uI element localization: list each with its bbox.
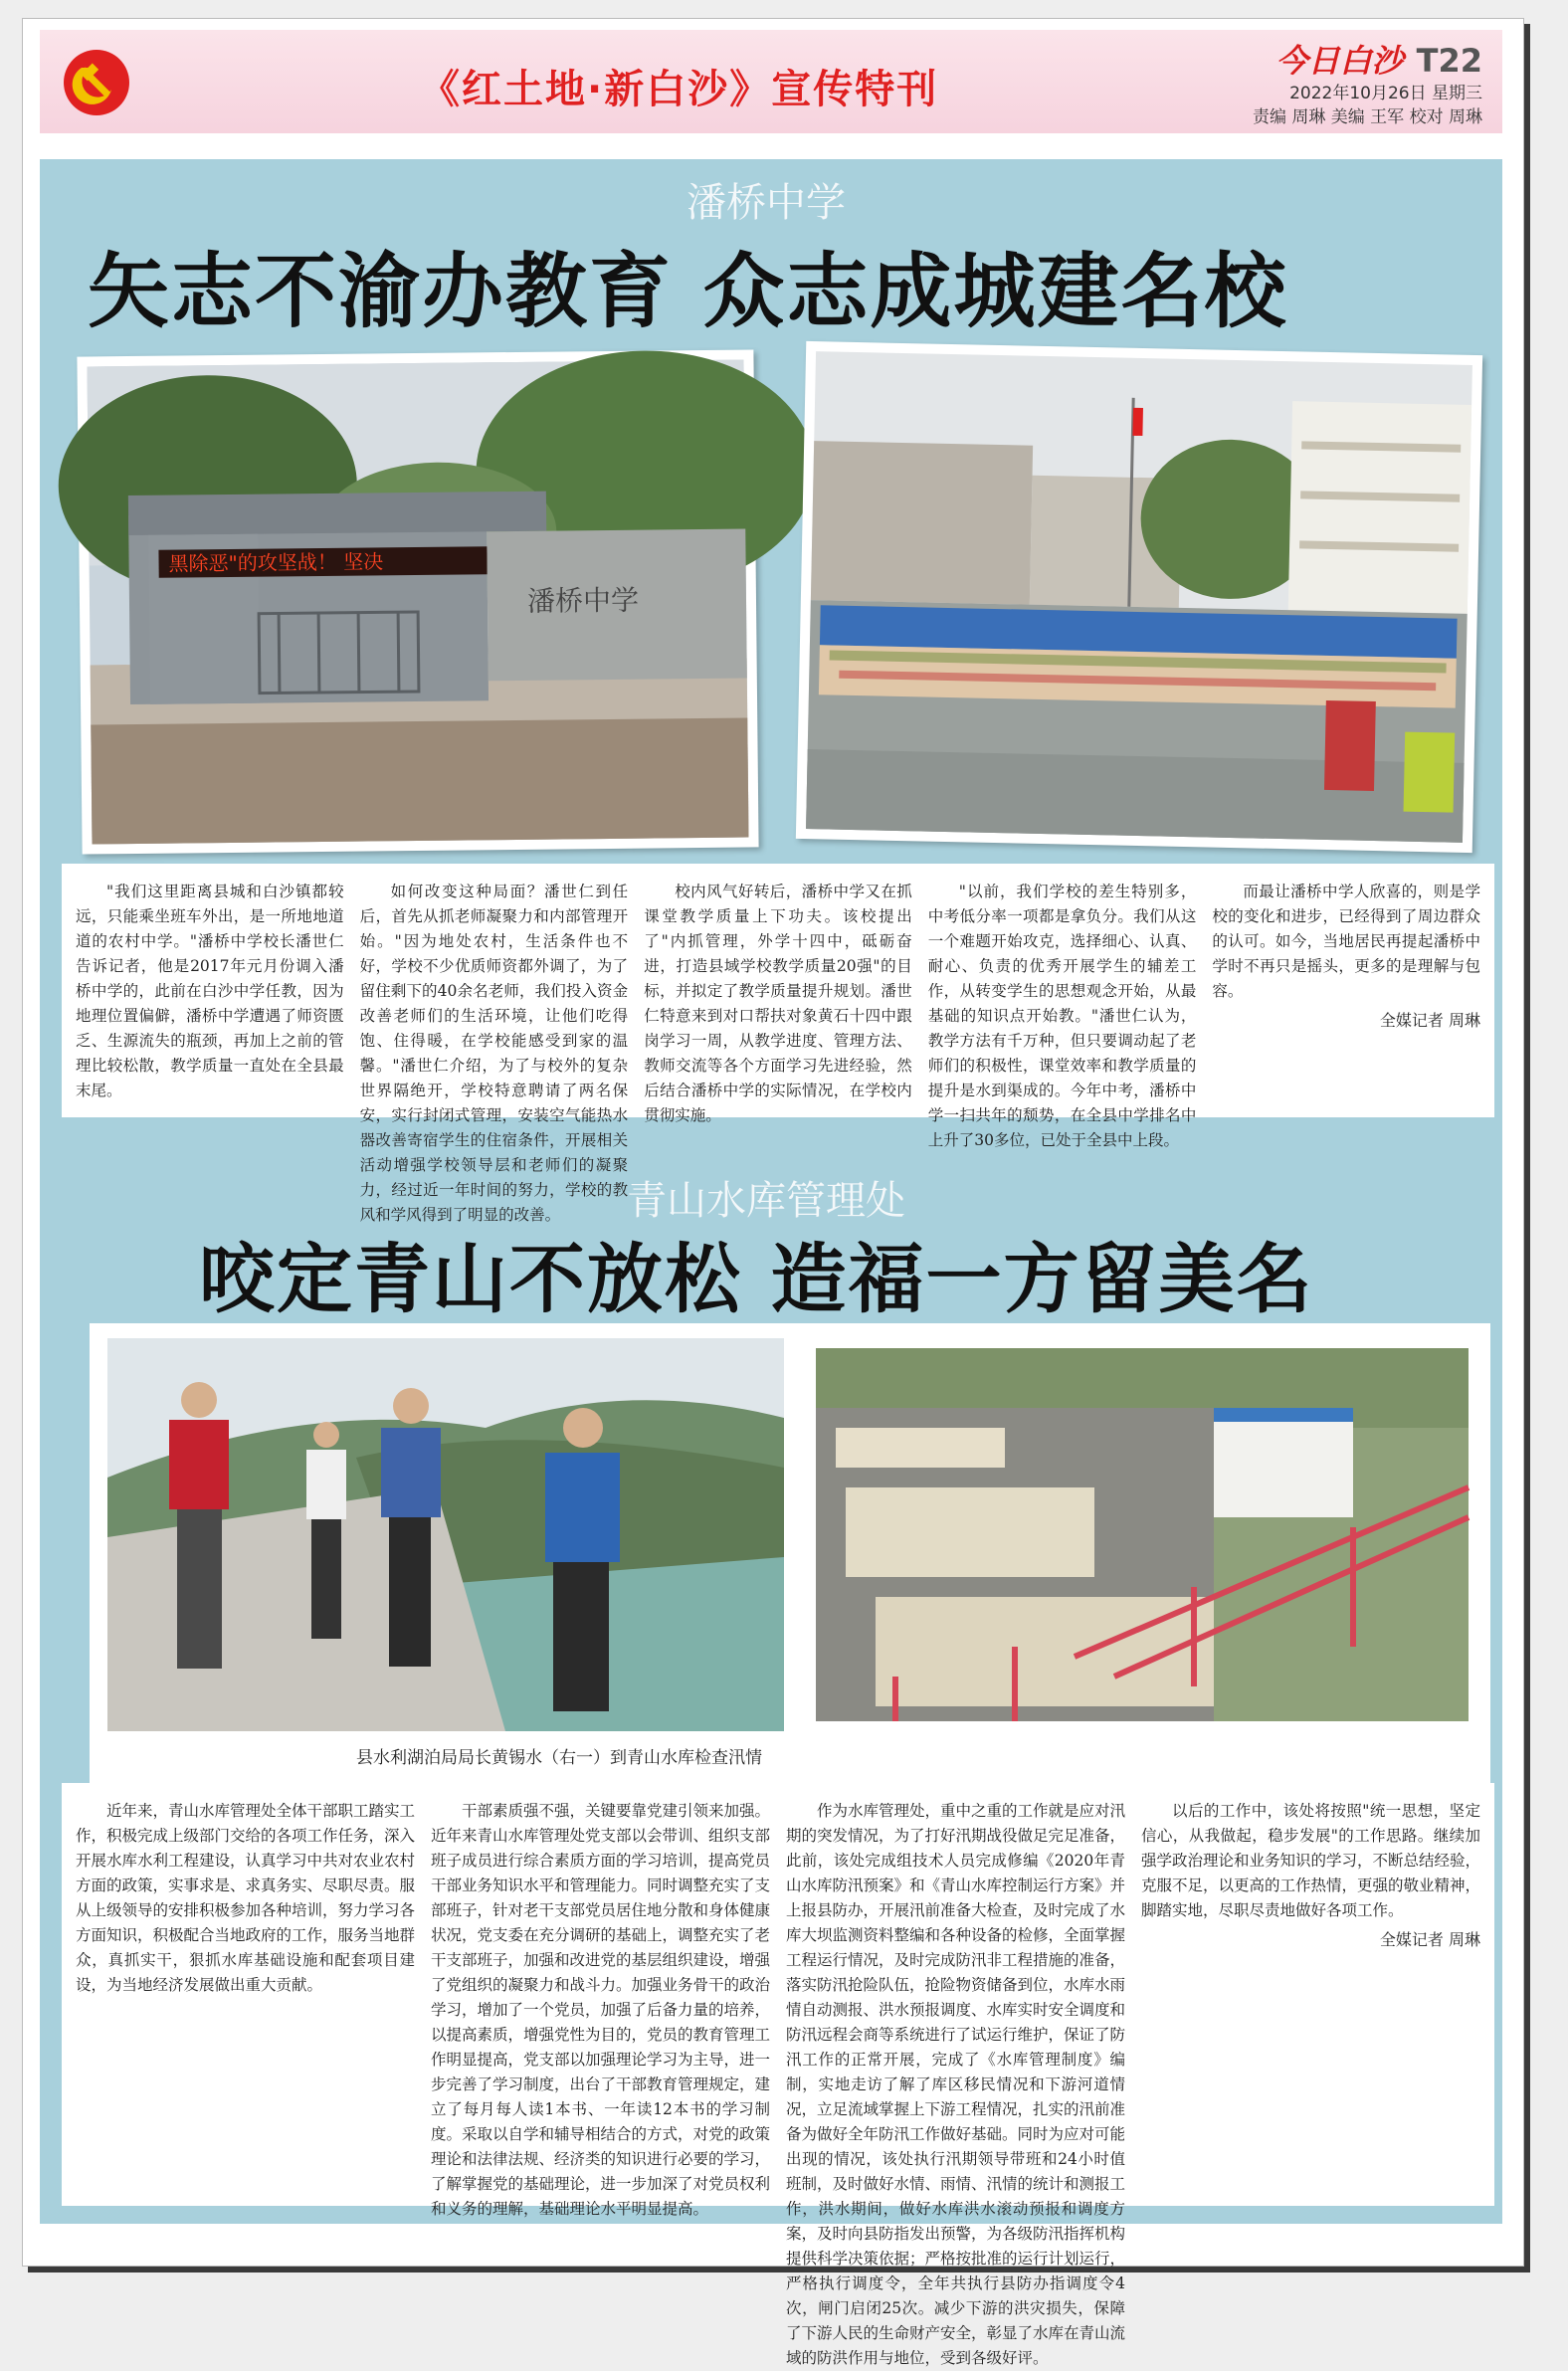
article1-headline: 矢志不渝办教育 众志成城建名校 — [88, 245, 1288, 339]
date-line: 2022年10月26日 星期三 — [1289, 84, 1482, 103]
led-sign-text: 黑除恶"的攻坚战！ 坚决 — [168, 549, 384, 576]
masthead-logo: 今日白沙 — [1275, 42, 1404, 80]
article2-headline: 咬定青山不放松 造福一方留美名 — [199, 1235, 1314, 1323]
article1-col-2: 如何改变这种局面？潘世仁到任后，首先从抓老师凝聚力和内部管理开始。"因为地处农村，生活条件也不好，学校不少优质师资都外调了，为了留住剩下的40余名老师，我们投入资金改善老师们的生活环境，让他们吃得饱、住得暖，在学校能感受到家的温馨。"潘世仁介绍，为了与校外的复杂世界隔绝开，学校特意聘请了两名保安，实行封闭式管理，安装空气能热水器改善寄宿学生的住宿条件，开展相关活动增强学校领导层和老师们的凝聚力，经过近一年时间的努力，学校的教风和学风得到了明显的改善。 — [359, 883, 629, 1224]
article1-col-4: "以前，我们学校的差生特别多，中考低分率一项都是拿负分。我们从这一个难题开始攻克，选择细心、认真、耐心、负责的优秀开展学生的辅差工作，从转变学生的思想观念开始，从最基础的知识点开始教。"潘世仁认为，教学方法有千万种，但只要调动起了老师们的积极性，课堂效率和教学质量的提升是水到渠成的。今年中考，潘桥中学一扫共年的颓势，在全县中学排名中上升了30多位，已处于全县中上段。 — [927, 883, 1197, 1149]
hammer-sickle-icon — [60, 46, 133, 119]
article2-col-2: 干部素质强不强，关键要靠党建引领来加强。近年来青山水库管理处党支部以会带训、组织支部班子成员进行综合素质方面的学习培训，提高党员干部业务知识水平和管理能力。同时调整充实了支部班子，针对老干支部党员居住地分散和身体健康状况，党支委在充分调研的基础上，调整充实了老干支部班子，加强和改进党的基层组织建设，增强了党组织的凝聚力和战斗力。加强业务骨干的政治学习，增加了一个党员，加强了后备力量的培养，以提高素质，增强党性为目的，党员的教育管理工作明显提高，党支部以加强理论学习为主导，进一步完善了学习制度，出台了干部教育管理规定，建立了每月每人读1本书、一年读12本书的学习制度。采取以自学和辅导相结合的方式，对党的政策理论和法律法规、经济类的知识进行必要的学习，了解掌握党的基础理论，进一步加深了对党员权利和义务的理解，基础理论水平明显提高。 — [431, 1802, 771, 2218]
gate-sign-text: 潘桥中学 — [526, 583, 640, 618]
reservoir-inspection-photo — [107, 1338, 784, 1731]
masthead — [1253, 36, 1482, 129]
article1-byline: 全媒记者 周琳 — [1379, 1011, 1480, 1030]
photo-caption: 县水利湖泊局局长黄锡水（右一）到青山水库检查汛情 — [356, 1748, 762, 1768]
article2-col-1: 近年来，青山水库管理处全体干部职工踏实工作，积极完成上级部门交给的各项工作任务，深入开展水库水利工程建设，认真学习中共对农业农村方面的政策，实事求是、求真务实、尽职尽责。服从上级领导的安排积极参加各种培训，努力学习各方面知识，积极配合当地政府的工作，服务当地群众，真抓实干，狠抓水库基础设施和配套项目建设，为当地经济发展做出重大贡献。 — [76, 1802, 416, 1994]
article1-kicker: 潘桥中学 — [686, 180, 846, 226]
article2-byline: 全媒记者 周琳 — [1379, 1930, 1480, 1949]
school-gate-photo — [77, 349, 758, 854]
student-assembly-photo — [796, 341, 1482, 853]
banner-title: 《红土地·新白沙》宣传特刊 — [420, 67, 939, 112]
article1-col-3: 校内风气好转后，潘桥中学又在抓课堂教学质量上下功夫。该校提出了"内抓管理，外学十四中，砥砺奋进，打造县域学校教学质量20强"的目标，并拟定了教学质量提升规划。潘世仁特意来到对口帮扶对象黄石十四中跟岗学习一周，从教学进度、管理方法、教师交流等各个方面学习先进经验，然后结合潘桥中学的实际情况，在学校内贯彻实施。 — [644, 883, 912, 1124]
article2-kicker: 青山水库管理处 — [627, 1178, 905, 1224]
article2-col-4: 以后的工作中，该处将按照"统一思想，坚定信心，从我做起，稳步发展"的工作思路。继续加强学政治理论和业务知识的学习，不断总结经验，克服不足，以更高的工作热情，更强的敬业精神，脚踏实地，尽职尽责地做好各项工作。 全媒记者 周琳 — [1141, 1799, 1480, 2190]
staff-line: 责编 周琳 美编 王军 校对 周琳 — [1252, 107, 1482, 127]
article2-col-3: 作为水库管理处，重中之重的工作就是应对汛期的突发情况，为了打好汛期战役做足完足准备，此前，该处完成组技术人员完成修编《2020年青山水库防汛预案》和《青山水库控制运行方案》并上报县防办，开展汛前准备大检查，及时完成了水库大坝监测资料整编和各种设备的检修，全面掌握工程运行情况，及时完成防汛非工程措施的准备，落实防汛抢险队伍，抢险物资储备到位，水库水雨情自动测报、洪水预报调度、水库实时安全调度和防汛远程会商等系统进行了试运行维护，保证了防汛工作的正常开展，完成了《水库管理制度》编制，实地走访了解了库区移民情况和下游河道情况，立足流域掌握上下游工程情况，扎实的汛前准备为做好全年防汛工作做好基础。同时为应对可能出现的情况，该处执行汛期领导带班和24小时值班制，及时做好水情、雨情、汛情的统计和测报工作，洪水期间，做好水库洪水滚动预报和调度方案，及时向县防指发出预警，为各级防汛指挥机构提供科学决策依据；严格按批准的运行计划运行，严格执行调度令，全年共执行县防办指调度令4次，闸门启闭25次。减少下游的洪灾损失，保障了下游人民的生命财产安全，彰显了水库在青山流域的防洪作用与地位，受到各级好评。 — [786, 1802, 1126, 2367]
page-number: T22 — [1416, 42, 1482, 80]
article1-col-5: 而最让潘桥中学人欣喜的，则是学校的变化和进步，已经得到了周边群众的认可。如今，当地居民再提起潘桥中学时不再只是摇头，更多的是理解与包容。 全媒记者 周琳 — [1212, 880, 1480, 1101]
water-tanks-photo — [816, 1348, 1469, 1721]
article2-body — [62, 1783, 1494, 2367]
article1-col-1: "我们这里距离县城和白沙镇都较远，只能乘坐班车外出，是一所地地道道的农村中学。"潘桥中学校长潘世仁告诉记者，他是2017年元月份调入潘桥中学的，此前在白沙中学任教，因为地理位置偏僻，潘桥中学遭遇了师资匮乏、生源流失的瓶颈，再加上之前的管理比较松散，教学质量一直处在全县最末尾。 — [76, 883, 344, 1099]
page-header — [40, 30, 1502, 133]
